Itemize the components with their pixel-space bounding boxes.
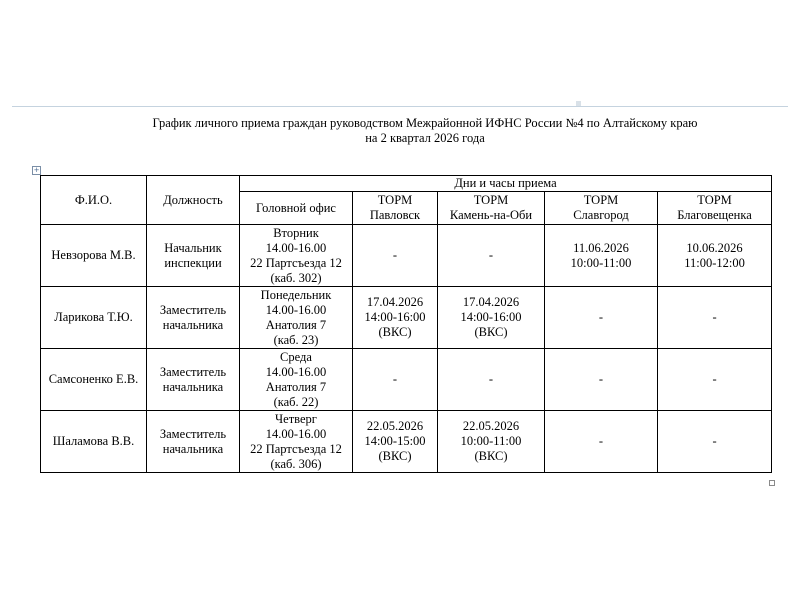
cell-torm2: - xyxy=(438,225,545,287)
cell-position: Заместитель начальника xyxy=(147,349,240,411)
ruler-line xyxy=(12,106,788,107)
cell-position: Заместитель начальника xyxy=(147,287,240,349)
cell-position: Начальник инспекции xyxy=(147,225,240,287)
cell-head-office: Вторник 14.00-16.00 22 Партсъезда 12 (каб. 302) xyxy=(240,225,353,287)
cell-fio: Невзорова М.В. xyxy=(41,225,147,287)
table-body xyxy=(41,225,772,473)
cell-torm3: - xyxy=(545,287,658,349)
cell-torm1: - xyxy=(353,349,438,411)
header-torm-2: ТОРМ Камень-на-Оби xyxy=(438,192,545,225)
cell-torm2: 17.04.2026 14:00-16:00 (ВКС) xyxy=(438,287,545,349)
table-row xyxy=(41,349,772,411)
cell-torm1: - xyxy=(353,225,438,287)
header-days-group: Дни и часы приема xyxy=(240,176,772,192)
header-torm-1: ТОРМ Павловск xyxy=(353,192,438,225)
cell-torm3: - xyxy=(545,411,658,473)
table-row xyxy=(41,287,772,349)
table-row xyxy=(41,225,772,287)
cell-fio: Ларикова Т.Ю. xyxy=(41,287,147,349)
cell-torm1: 17.04.2026 14:00-16:00 (ВКС) xyxy=(353,287,438,349)
cell-position: Заместитель начальника xyxy=(147,411,240,473)
cell-torm4: - xyxy=(658,287,772,349)
cell-torm3: - xyxy=(545,349,658,411)
header-fio: Ф.И.О. xyxy=(41,176,147,225)
cell-torm3: 11.06.2026 10:00-11:00 xyxy=(545,225,658,287)
header-torm-3: ТОРМ Славгород xyxy=(545,192,658,225)
table-row xyxy=(41,411,772,473)
cell-fio: Шаламова В.В. xyxy=(41,411,147,473)
cell-head-office: Среда 14.00-16.00 Анатолия 7 (каб. 22) xyxy=(240,349,353,411)
cell-torm4: - xyxy=(658,411,772,473)
cell-torm1: 22.05.2026 14:00-15:00 (ВКС) xyxy=(353,411,438,473)
ruler-margin-marker[interactable] xyxy=(576,101,581,106)
cell-fio: Самсоненко Е.В. xyxy=(41,349,147,411)
header-row-top xyxy=(41,176,772,192)
cell-torm4: 10.06.2026 11:00-12:00 xyxy=(658,225,772,287)
document-title xyxy=(40,116,800,146)
header-position: Должность xyxy=(147,176,240,225)
cell-head-office: Понедельник 14.00-16.00 Анатолия 7 (каб. 23) xyxy=(240,287,353,349)
cell-torm2: - xyxy=(438,349,545,411)
title-line-2: на 2 квартал 2026 года xyxy=(365,131,485,145)
header-head-office: Головной офис xyxy=(240,192,353,225)
cell-torm2: 22.05.2026 10:00-11:00 (ВКС) xyxy=(438,411,545,473)
schedule-table xyxy=(40,175,772,473)
header-torm-4: ТОРМ Благовещенка xyxy=(658,192,772,225)
title-line-1: График личного приема граждан руководством Межрайонной ИФНС России №4 по Алтайскому краю xyxy=(152,116,698,130)
table-resize-handle[interactable] xyxy=(769,480,775,486)
cell-head-office: Четверг 14.00-16.00 22 Партсъезда 12 (каб. 306) xyxy=(240,411,353,473)
table-move-handle-icon[interactable]: + xyxy=(33,166,40,174)
cell-torm4: - xyxy=(658,349,772,411)
